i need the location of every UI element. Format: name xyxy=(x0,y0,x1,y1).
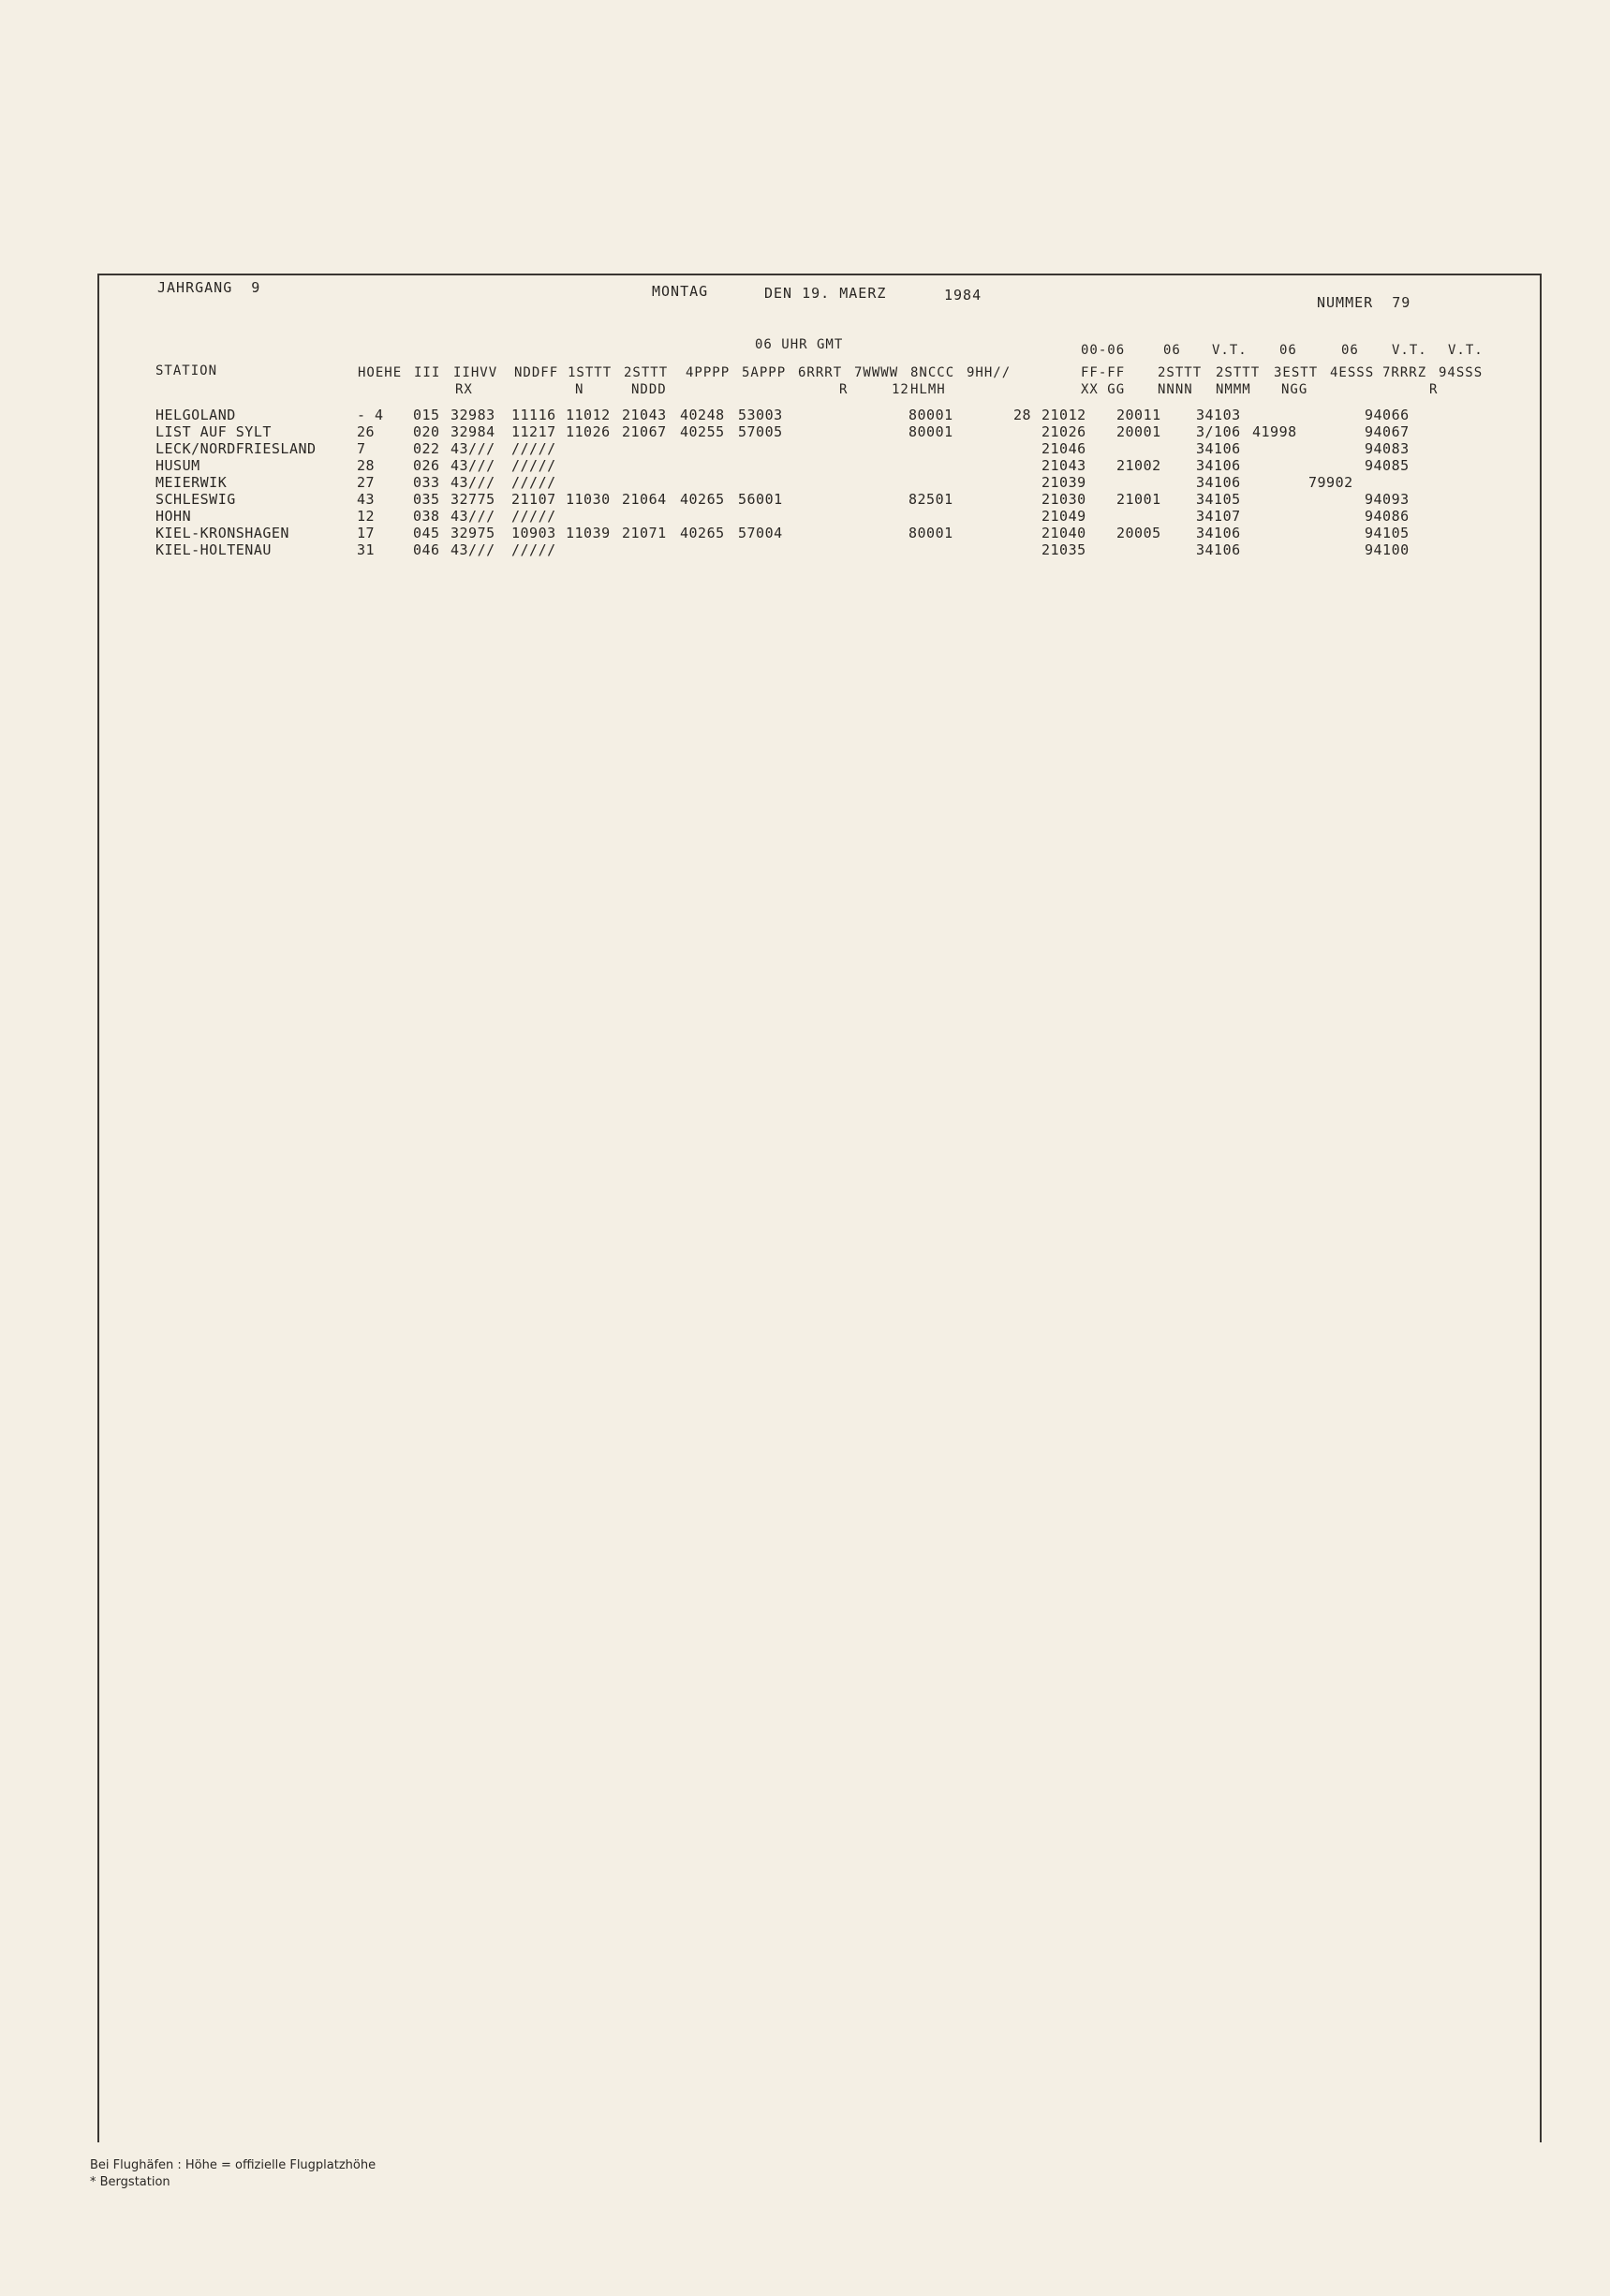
obs-value xyxy=(1365,474,1421,491)
r7-sub: R xyxy=(1429,382,1439,397)
station-name: MEIERWIK xyxy=(155,474,228,491)
ff-heading: FF-FF xyxy=(1081,365,1126,380)
obs-value xyxy=(957,541,1013,558)
e4-heading: 4ESSS xyxy=(1330,365,1375,380)
s9-heading: 94SSS xyxy=(1439,365,1484,380)
obs-value xyxy=(622,457,680,474)
s2-sub: NDDD xyxy=(631,382,667,397)
obs-value: 033 xyxy=(413,474,440,491)
obs-value: 045 xyxy=(413,525,440,541)
vt-heading: V.T. xyxy=(1212,343,1248,358)
obs-time-heading: 06 UHR GMT xyxy=(755,337,844,352)
station-row xyxy=(155,440,1523,457)
vt-heading-3: V.T. xyxy=(1448,343,1484,358)
obs-value: 11026 xyxy=(566,423,611,440)
obs-value: 026 xyxy=(413,457,440,474)
hoehe-heading: HOEHE xyxy=(358,365,403,380)
obs-value: 34107 xyxy=(1196,508,1241,525)
obs-value xyxy=(957,440,1013,457)
station-name: LECK/NORDFRIESLAND xyxy=(155,440,317,457)
obs-value xyxy=(957,457,1013,474)
obs-value: 31 xyxy=(357,541,376,558)
obs-value: 80001 xyxy=(908,423,953,440)
w7-heading: 7WWWW xyxy=(854,365,899,380)
obs-value xyxy=(1308,525,1365,541)
hour-heading-2: 06 xyxy=(1279,343,1297,358)
obs-value: 40265 xyxy=(680,491,725,508)
obs-value: 21002 xyxy=(1116,457,1161,474)
obs-value xyxy=(854,525,908,541)
obs-value: 21026 xyxy=(1041,423,1086,440)
obs-value: 57004 xyxy=(738,525,783,541)
obs-value xyxy=(796,457,854,474)
obs-value xyxy=(854,423,908,440)
obs-value xyxy=(854,508,908,525)
obs-value: 34105 xyxy=(1196,491,1241,508)
station-table xyxy=(155,407,1523,558)
obs-value: 11039 xyxy=(566,525,611,541)
s2-heading: 2STTT xyxy=(624,365,669,380)
obs-value xyxy=(680,508,738,525)
footnote-airport: Bei Flughäfen : Höhe = offizielle Flugplatzhöhe xyxy=(90,2158,377,2172)
obs-value xyxy=(622,508,680,525)
station-name: KIEL-KRONSHAGEN xyxy=(155,525,289,541)
iihvv-heading: IIHVV xyxy=(453,365,498,380)
obs-value xyxy=(1308,407,1365,423)
obs-value: 020 xyxy=(413,423,440,440)
obs-value xyxy=(1116,541,1196,558)
weekday-label: MONTAG xyxy=(652,283,709,300)
b2-sub: NMMM xyxy=(1216,382,1251,397)
obs-value: 32983 xyxy=(451,407,495,423)
station-name: KIEL-HOLTENAU xyxy=(155,541,272,558)
obs-value xyxy=(1308,440,1365,457)
obs-value xyxy=(957,423,1013,440)
obs-value xyxy=(1252,440,1308,457)
station-name: HELGOLAND xyxy=(155,407,236,423)
obs-value: 43/// xyxy=(451,457,495,474)
obs-value: 21030 xyxy=(1041,491,1086,508)
hour-heading-3: 06 xyxy=(1341,343,1359,358)
s1-sub: N xyxy=(575,382,584,397)
obs-value xyxy=(908,541,957,558)
obs-value: 022 xyxy=(413,440,440,457)
w7-sub: 12 xyxy=(892,382,909,397)
obs-value xyxy=(1252,491,1308,508)
obs-value: 21040 xyxy=(1041,525,1086,541)
obs-value: 7 xyxy=(357,440,366,457)
obs-value xyxy=(1308,457,1365,474)
obs-value: 21071 xyxy=(622,525,667,541)
obs-value: 41998 xyxy=(1252,423,1297,440)
obs-value xyxy=(1308,491,1365,508)
obs-value: 21035 xyxy=(1041,541,1086,558)
obs-value: 80001 xyxy=(908,407,953,423)
obs-value: 82501 xyxy=(908,491,953,508)
obs-value: 27 xyxy=(357,474,376,491)
obs-value: 34106 xyxy=(1196,541,1241,558)
obs-value xyxy=(680,457,738,474)
obs-value xyxy=(1252,407,1308,423)
obs-value xyxy=(854,541,908,558)
obs-value xyxy=(1308,541,1365,558)
year-label: 1984 xyxy=(944,287,982,304)
obs-value xyxy=(566,440,622,457)
obs-value: 94083 xyxy=(1365,440,1410,457)
obs-value xyxy=(908,474,957,491)
obs-value xyxy=(957,508,1013,525)
obs-value: 21067 xyxy=(622,423,667,440)
obs-value xyxy=(854,474,908,491)
obs-value xyxy=(680,474,738,491)
obs-value xyxy=(1308,423,1365,440)
obs-value xyxy=(1116,474,1196,491)
obs-value xyxy=(1252,508,1308,525)
obs-value: 57005 xyxy=(738,423,783,440)
obs-value xyxy=(566,457,622,474)
weather-report-sheet xyxy=(97,274,1542,2142)
obs-value: 11012 xyxy=(566,407,611,423)
footnote-mountain: * Bergstation xyxy=(90,2175,170,2189)
obs-value xyxy=(1252,474,1308,491)
obs-value: 21043 xyxy=(1041,457,1086,474)
b2-heading: 2STTT xyxy=(1216,365,1261,380)
issue-number: NUMMER 79 xyxy=(1317,294,1411,311)
obs-value: 046 xyxy=(413,541,440,558)
obs-value: 28 xyxy=(357,457,376,474)
obs-value: 94105 xyxy=(1365,525,1410,541)
period-heading: 00-06 xyxy=(1081,343,1126,358)
obs-value: 11116 xyxy=(511,407,556,423)
obs-value xyxy=(908,457,957,474)
obs-value: ///// xyxy=(511,541,556,558)
obs-value xyxy=(1252,457,1308,474)
obs-value xyxy=(738,474,796,491)
station-name: HOHN xyxy=(155,508,192,525)
nddff-heading: NDDFF xyxy=(514,365,559,380)
vt-heading-2: V.T. xyxy=(1392,343,1427,358)
obs-value xyxy=(1013,457,1041,474)
c8-heading: 8NCCC xyxy=(910,365,955,380)
obs-value: 94086 xyxy=(1365,508,1410,525)
obs-value: 015 xyxy=(413,407,440,423)
obs-value: 80001 xyxy=(908,525,953,541)
obs-value: 43 xyxy=(357,491,376,508)
obs-value xyxy=(908,508,957,525)
obs-value: 20005 xyxy=(1116,525,1161,541)
obs-value: 21046 xyxy=(1041,440,1086,457)
obs-value xyxy=(957,407,1013,423)
obs-value: ///// xyxy=(511,440,556,457)
obs-value xyxy=(738,541,796,558)
obs-value: 94093 xyxy=(1365,491,1410,508)
ff-sub: XX GG xyxy=(1081,382,1126,397)
obs-value xyxy=(854,407,908,423)
obs-value xyxy=(566,508,622,525)
obs-value xyxy=(566,474,622,491)
obs-value xyxy=(796,423,854,440)
e3-sub: NGG xyxy=(1281,382,1308,397)
obs-value: 43/// xyxy=(451,541,495,558)
obs-value xyxy=(622,440,680,457)
obs-value xyxy=(680,440,738,457)
station-row xyxy=(155,525,1523,541)
obs-value: 21043 xyxy=(622,407,667,423)
obs-value: 94067 xyxy=(1365,423,1410,440)
obs-value: 40248 xyxy=(680,407,725,423)
obs-value: 26 xyxy=(357,423,376,440)
p4-heading: 4PPPP xyxy=(686,365,731,380)
obs-value xyxy=(738,508,796,525)
station-name: SCHLESWIG xyxy=(155,491,236,508)
obs-value: 40265 xyxy=(680,525,725,541)
station-row xyxy=(155,541,1523,558)
obs-value xyxy=(1013,423,1041,440)
obs-value: 21012 xyxy=(1041,407,1086,423)
obs-value: ///// xyxy=(511,508,556,525)
obs-value: 53003 xyxy=(738,407,783,423)
r6-sub: R xyxy=(839,382,849,397)
obs-value: 56001 xyxy=(738,491,783,508)
r7-heading: 7RRRZ xyxy=(1382,365,1427,380)
obs-value: 035 xyxy=(413,491,440,508)
date-label: DEN 19. MAERZ xyxy=(764,285,887,302)
obs-value: 11030 xyxy=(566,491,611,508)
station-name: LIST AUF SYLT xyxy=(155,423,272,440)
obs-value: ///// xyxy=(511,457,556,474)
obs-value xyxy=(796,525,854,541)
obs-value: 79902 xyxy=(1308,474,1353,491)
a2-sub: NNNN xyxy=(1158,382,1193,397)
station-row xyxy=(155,491,1523,508)
obs-value xyxy=(1308,508,1365,525)
obs-value xyxy=(622,474,680,491)
obs-value xyxy=(957,491,1013,508)
station-row xyxy=(155,474,1523,491)
obs-value: 32775 xyxy=(451,491,495,508)
e3-heading: 3ESTT xyxy=(1274,365,1319,380)
hour-heading: 06 xyxy=(1163,343,1181,358)
obs-value: 21064 xyxy=(622,491,667,508)
obs-value: 21049 xyxy=(1041,508,1086,525)
obs-value: 21107 xyxy=(511,491,556,508)
obs-value: 32984 xyxy=(451,423,495,440)
obs-value xyxy=(796,440,854,457)
obs-value xyxy=(1252,525,1308,541)
obs-value xyxy=(854,440,908,457)
p5-heading: 5APPP xyxy=(742,365,787,380)
obs-value: 3/106 xyxy=(1196,423,1241,440)
obs-value: 94066 xyxy=(1365,407,1410,423)
obs-value xyxy=(1252,541,1308,558)
obs-value xyxy=(738,440,796,457)
obs-value xyxy=(1013,474,1041,491)
obs-value: 28 xyxy=(1013,407,1032,423)
obs-value xyxy=(796,541,854,558)
c8-sub: HLMH xyxy=(910,382,946,397)
obs-value xyxy=(957,525,1013,541)
obs-value: 12 xyxy=(357,508,376,525)
obs-value xyxy=(1013,525,1041,541)
station-heading: STATION xyxy=(155,363,218,378)
obs-value xyxy=(566,541,622,558)
obs-value: 17 xyxy=(357,525,376,541)
obs-value: 10903 xyxy=(511,525,556,541)
obs-value: 40255 xyxy=(680,423,725,440)
obs-value xyxy=(854,491,908,508)
obs-value: 21039 xyxy=(1041,474,1086,491)
rx-heading: RX xyxy=(455,382,473,397)
volume-label: JAHRGANG 9 xyxy=(157,279,261,296)
obs-value xyxy=(1013,541,1041,558)
obs-value: 32975 xyxy=(451,525,495,541)
obs-value: 94085 xyxy=(1365,457,1410,474)
obs-value xyxy=(1013,491,1041,508)
r6-heading: 6RRRT xyxy=(798,365,843,380)
obs-value xyxy=(738,457,796,474)
obs-value: 43/// xyxy=(451,508,495,525)
station-row xyxy=(155,407,1523,423)
obs-value xyxy=(957,474,1013,491)
obs-value: - 4 xyxy=(357,407,384,423)
station-name: HUSUM xyxy=(155,457,200,474)
obs-value: 94100 xyxy=(1365,541,1410,558)
obs-value: 34106 xyxy=(1196,440,1241,457)
obs-value xyxy=(908,440,957,457)
station-row xyxy=(155,457,1523,474)
obs-value: 43/// xyxy=(451,440,495,457)
obs-value xyxy=(680,541,738,558)
obs-value: 34103 xyxy=(1196,407,1241,423)
station-row xyxy=(155,508,1523,525)
obs-value xyxy=(796,508,854,525)
obs-value xyxy=(796,474,854,491)
obs-value: 21001 xyxy=(1116,491,1161,508)
obs-value xyxy=(1013,508,1041,525)
obs-value xyxy=(622,541,680,558)
obs-value: 11217 xyxy=(511,423,556,440)
iii-heading: III xyxy=(414,365,441,380)
station-row xyxy=(155,423,1523,440)
obs-value: 34106 xyxy=(1196,525,1241,541)
obs-value xyxy=(1116,508,1196,525)
s1-heading: 1STTT xyxy=(568,365,613,380)
h9-heading: 9HH// xyxy=(967,365,1012,380)
obs-value xyxy=(796,407,854,423)
obs-value: 20001 xyxy=(1116,423,1161,440)
obs-value: 34106 xyxy=(1196,457,1241,474)
obs-value xyxy=(1013,440,1041,457)
a2-heading: 2STTT xyxy=(1158,365,1203,380)
obs-value: 43/// xyxy=(451,474,495,491)
obs-value: 34106 xyxy=(1196,474,1241,491)
obs-value xyxy=(796,491,854,508)
obs-value xyxy=(854,457,908,474)
obs-value: 20011 xyxy=(1116,407,1161,423)
obs-value xyxy=(1116,440,1196,457)
obs-value: 038 xyxy=(413,508,440,525)
obs-value: ///// xyxy=(511,474,556,491)
